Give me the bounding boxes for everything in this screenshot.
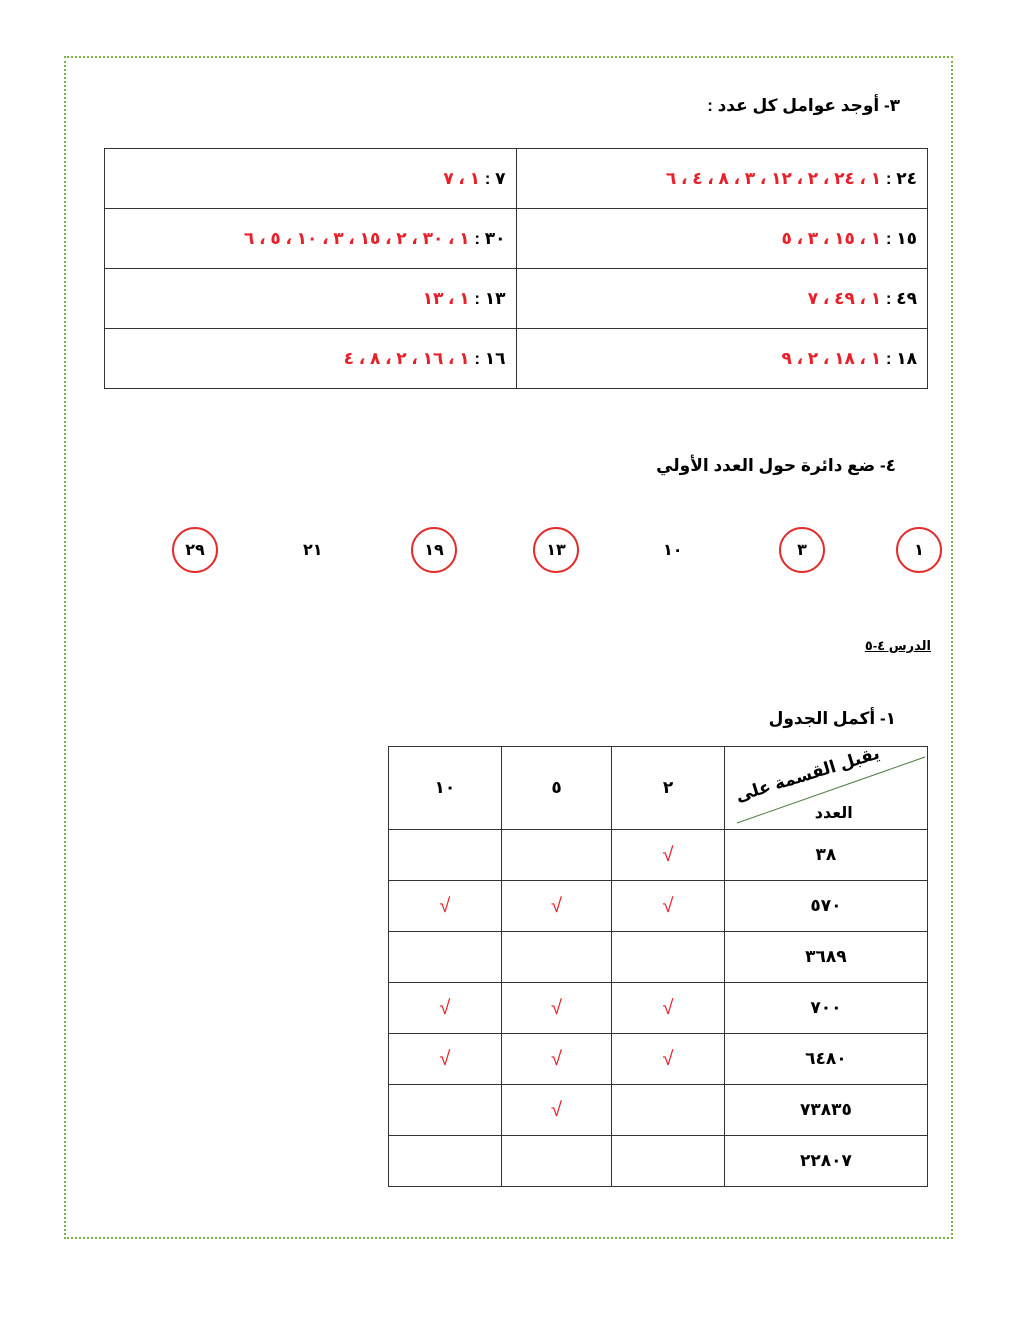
number-cell: ٢٢٨٠٧ [724, 1136, 927, 1187]
divisibility-row [389, 1085, 928, 1136]
check-mark-icon: √ [439, 894, 451, 917]
check-cell [501, 1034, 612, 1085]
divisibility-row [389, 932, 928, 983]
factors-row [105, 209, 928, 269]
check-mark-icon: √ [551, 1098, 563, 1121]
factor-colon: : [480, 168, 496, 188]
factors-cell-left [105, 269, 517, 329]
check-mark-icon: √ [551, 996, 563, 1019]
factor-list: ١ ، ٤٩ ، ٧ [807, 288, 882, 308]
check-mark-icon: √ [662, 894, 674, 917]
check-mark-icon: √ [662, 996, 674, 1019]
divisibility-row [389, 1136, 928, 1187]
factor-list: ١ ، ٣٠ ، ٢ ، ١٥ ، ٣ ، ١٠ ، ٥ ، ٦ [244, 228, 470, 248]
factors-row [105, 149, 928, 209]
divisor-header-2: ٢ [612, 747, 724, 830]
diagonal-header-cell [724, 743, 927, 830]
check-cell [501, 983, 612, 1034]
circled-prime-number: ١٩ [411, 527, 457, 573]
factor-colon: : [469, 228, 485, 248]
check-cell [501, 1136, 612, 1187]
check-cell [612, 881, 724, 932]
check-mark-icon: √ [551, 894, 563, 917]
divisibility-header-row [389, 747, 928, 830]
lesson-label: الدرس ٤-٥ [864, 638, 931, 653]
divisor-header-5: ٥ [501, 747, 612, 830]
divisibility-table [388, 743, 928, 1187]
factor-number: ١٣ [484, 288, 506, 308]
factor-colon: : [469, 348, 485, 368]
factor-list: ١ ، ١٦ ، ٢ ، ٨ ، ٤ [343, 348, 470, 368]
check-cell [501, 830, 612, 881]
factor-colon: : [881, 168, 897, 188]
number-cell: ٥٧٠ [724, 881, 927, 932]
factor-list: ١ ، ٧ [443, 168, 480, 188]
factor-number: ١٦ [484, 348, 506, 368]
divisor-header-10: ١٠ [389, 747, 502, 830]
divisibility-row [389, 881, 928, 932]
factor-colon: : [469, 288, 485, 308]
factor-colon: : [881, 288, 897, 308]
check-mark-icon: √ [662, 843, 674, 866]
non-prime-number: ٢١ [303, 542, 323, 559]
number-cell: ٧٠٠ [724, 983, 927, 1034]
check-cell [389, 1085, 502, 1136]
check-cell [501, 932, 612, 983]
check-cell [389, 983, 502, 1034]
factor-list: ١ ، ٢٤ ، ٢ ، ١٢ ، ٣ ، ٨ ، ٤ ، ٦ [665, 168, 882, 188]
check-cell [389, 1136, 502, 1187]
header-divisible-label: يقبل القسمة على [733, 743, 882, 806]
factor-number: ١٥ [896, 228, 917, 248]
check-cell [612, 1136, 724, 1187]
circled-prime-number: ١ [896, 527, 942, 573]
circled-prime-number: ٣ [779, 527, 825, 573]
factors-row [105, 329, 928, 389]
check-cell [501, 881, 612, 932]
factor-list: ١ ، ١٣ [422, 288, 470, 308]
factors-cell-right [516, 209, 928, 269]
factor-list: ١ ، ١٨ ، ٢ ، ٩ [781, 348, 882, 368]
check-cell [612, 1034, 724, 1085]
q4-title: ٤- ضع دائرة حول العدد الأولي [656, 456, 896, 475]
check-mark-icon: √ [439, 996, 451, 1019]
factor-number: ٣٠ [484, 228, 506, 248]
factor-colon: : [881, 228, 897, 248]
factors-cell-right [516, 149, 928, 209]
check-mark-icon: √ [662, 1047, 674, 1070]
factors-table [104, 148, 928, 389]
check-mark-icon: √ [439, 1047, 451, 1070]
check-mark-icon: √ [551, 1047, 563, 1070]
factors-cell-left [105, 209, 517, 269]
factor-number: ١٨ [896, 348, 917, 368]
header-number-label: العدد [814, 805, 853, 822]
factor-number: ٢٤ [896, 168, 917, 188]
non-prime-number: ١٠ [663, 542, 683, 559]
factor-list: ١ ، ١٥ ، ٣ ، ٥ [781, 228, 882, 248]
factor-number: ٧ [495, 168, 506, 188]
check-cell [612, 983, 724, 1034]
number-cell: ٣٦٨٩ [724, 932, 927, 983]
number-cell: ٧٣٨٣٥ [724, 1085, 927, 1136]
number-cell: ٣٨ [724, 830, 927, 881]
factors-cell-right [516, 269, 928, 329]
divisibility-row [389, 983, 928, 1034]
divisibility-row [389, 830, 928, 881]
check-cell [389, 1034, 502, 1085]
factors-cell-left [105, 329, 517, 389]
factor-colon: : [881, 348, 897, 368]
check-cell [501, 1085, 612, 1136]
circled-prime-number: ١٣ [533, 527, 579, 573]
q3-title: ٣- أوجد عوامل كل عدد : [707, 96, 900, 115]
factor-number: ٤٩ [896, 288, 917, 308]
check-cell [389, 932, 502, 983]
check-cell [389, 830, 502, 881]
circled-prime-number: ٢٩ [172, 527, 218, 573]
factors-cell-left [105, 149, 517, 209]
factors-row [105, 269, 928, 329]
factors-cell-right [516, 329, 928, 389]
check-cell [612, 932, 724, 983]
number-cell: ٦٤٨٠ [724, 1034, 927, 1085]
check-cell [612, 1085, 724, 1136]
q1-title: ١- أكمل الجدول [768, 709, 896, 728]
divisibility-row [389, 1034, 928, 1085]
check-cell [612, 830, 724, 881]
check-cell [389, 881, 502, 932]
